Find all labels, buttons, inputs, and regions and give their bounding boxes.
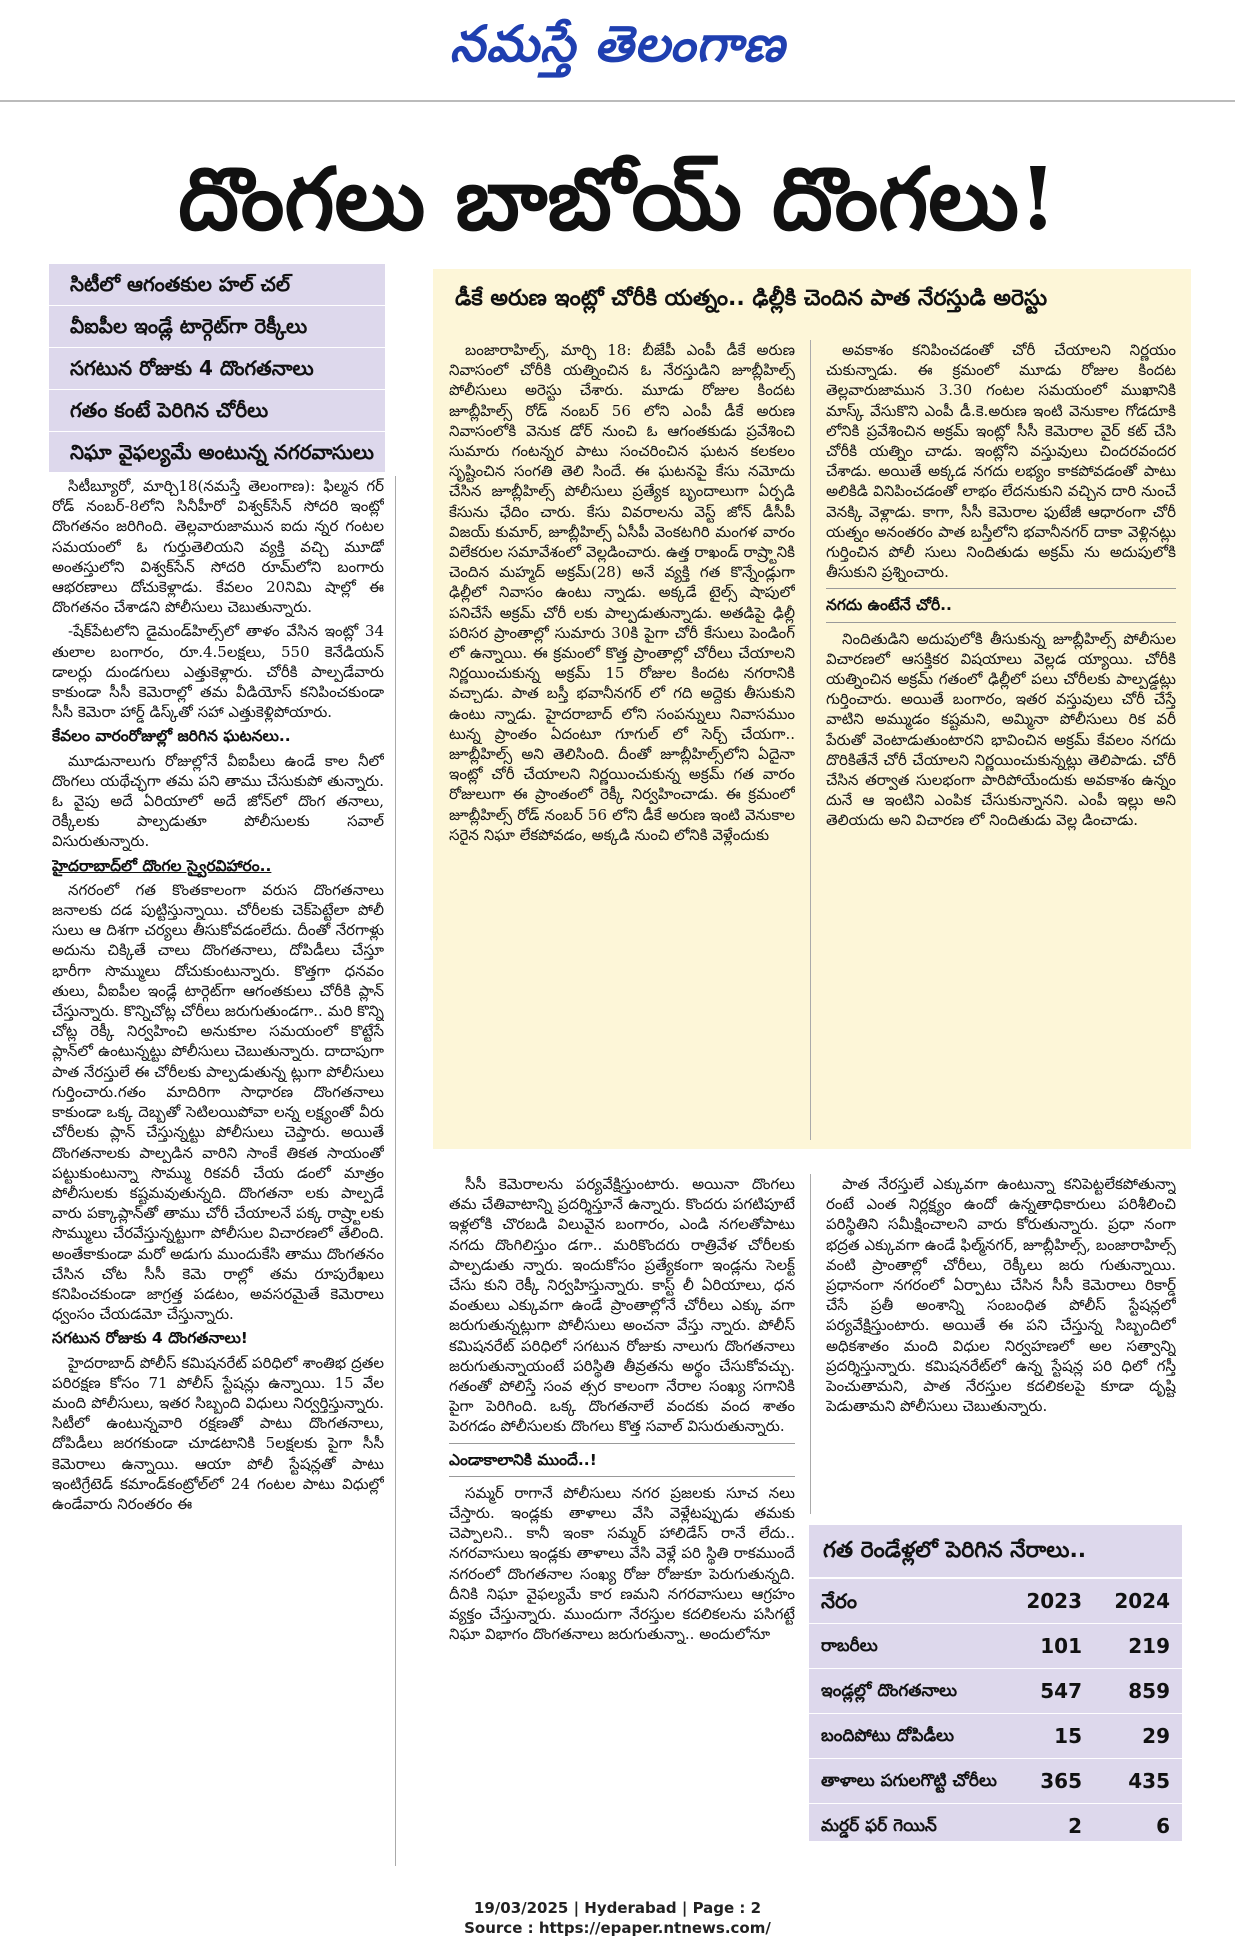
column-divider [395,476,396,1866]
highlight-item: నిఘా వైఫల్యమే అంటున్న నగరవాసులు [49,432,385,474]
table-row [809,1669,1182,1714]
table-cell-value: 29 [1142,1724,1170,1748]
source-link[interactable]: Source : https://epaper.ntnews.com/ [464,1919,771,1937]
paragraph: సీసీ కెమెరాలను పర్యవేక్షిస్తుంటారు. అయినా దొంగలు తమ చేతివాటాన్ని ప్రదర్శిస్తూనే ఉన్నారు. కొందరు పగటిపూటే ఇళ్లలోకి చొరబడి విలువైన బంగారం, ఎండి నగలతోపాటు నగదు దొంగిలిస్తుం డగా.. మరికొందరు రాత్రివేళ చోరీలకు పాల్పడుతు న్నారు. ఇందుకోసం ప్రత్యేకంగా ఇండ్లను సెలక్ట్ చేసు కుని రెక్కీ నిర్వహిస్తున్నారు. కాస్ట్ లీ ఏరియాలు, ధన వంతులు ఎక్కువగా ఉండే ప్రాంతాల్లోనే చోరీలు ఎక్కు వగా జరుగుతున్నట్లుగా పోలీసులు అంచనా వేస్తు న్నారు. పోలీస్ కమిషనరేట్ పరిధిలో సగటున రోజుకు నాలుగు దొంగతనాలు జరుగుతున్నాయంటే పరిస్థితి తీవ్రతను అర్థం చేసుకోవచ్చు. గతంతో పోలిస్తే సంవ త్సర కాలంగా నేరాల సంఖ్య సగానికి పైగా పెరిగింది. ఒక్క దొంగతనాలే వందకు వంద శాతం పెరగడం పోలీసులకు దొంగలు కొత్త సవాల్ విసురుతున్నారు. [449,1175,795,1436]
table-header-row [809,1579,1182,1624]
highlights-box [49,264,385,472]
sidebar-story-headline: డీకే అరుణ ఇంట్లో చోరీకి యత్నం.. ఢిల్లీకి చెందిన పాత నేరస్తుడి అరెస్టు [433,269,1191,329]
page-footer [0,1898,1235,1938]
column-divider [810,340,811,1140]
column-2 [449,340,795,1140]
highlight-item: సగటున రోజుకు 4 దొంగతనాలు [49,348,385,390]
table-cell-label: బందిపోటు దోపిడీలు [821,1726,954,1746]
table-header-year: 2024 [1114,1589,1170,1613]
table-cell-label: మర్డర్ ఫర్ గెయిన్ [821,1816,937,1836]
paragraph: సమ్మర్ రాగానే పోలీసులు నగర ప్రజలకు సూచ నలు చేస్తారు. ఇండ్లకు తాళాలు వేసి వెళ్లేటప్పుడు తమకు చెప్పాలని.. కానీ ఇంకా సమ్మర్ హాలిడేస్ రానే లేదు.. నగరవాసులు ఇండ్లకు తాళాలు వేసి వెళ్లే పరి స్థితి రాకముందే నగరంలో దొంగతనాల సంఖ్య రోజు రోజుకూ పెరుగుతున్నది. దీనికి నిఘా వైఫల్యమే కార ణమని నగరవాసులు ఆగ్రహం వ్యక్తం చేస్తున్నారు. ముందుగా నేరస్తుల కదలికలను పసిగట్టే నిఘా విభాగం దొంగతనాలు జరుగుతున్నా.. అందులోనూ [449,1483,795,1644]
highlight-item: వీఐపీల ఇండ్లే టార్గెట్‌గా రెక్కీలు [49,306,385,348]
table-cell-value: 547 [1040,1679,1082,1703]
crime-stats-table [809,1525,1182,1841]
table-row [809,1624,1182,1669]
highlight-item: సిటీలో ఆగంతకుల హల్ చల్ [49,264,385,306]
newspaper-logo: నమస్తే తెలంగాణ [449,14,786,73]
paragraph: నగరంలో గత కొంతకాలంగా వరుస దొంగతనాలు జనాలకు దడ పుట్టిస్తున్నాయి. చోరీలకు చెక్‌పెట్టేలా పోలీ సులు ఆ దిశగా చర్యలు తీసుకోవడంలేదు. దీంతో నేరగాళ్లు అదును చిక్కితే చాలు దొంగతనాలు, దోపిడీలు చేస్తూ భారీగా సొమ్ములు దోచుకుంటున్నారు. కొత్తగా ధనవం తులు, వీఐపీల ఇండ్లే టార్గెట్‌గా ఆగంతకులు చోరీకి ప్లాన్ చేస్తున్నారు. కొన్నిచోట్ల చోరీలు జరుగుతుండగా.. మరి కొన్ని చోట్ల రెక్కీ నిర్వహించి అనుకూల సమయంలో కొట్టేసే ప్లాన్‌లో ఉంటున్నట్టు పోలీసులు చెబుతున్నారు. దాదాపుగా పాత నేరస్తులే ఈ చోరీలకు పాల్పడుతున్న ట్లుగా పోలీసులు గుర్తించారు.గతం మాదిరిగా సాధారణ దొంగతనాలు కాకుండా ఒక్క దెబ్బతో సెటిలయిపోవా లన్న లక్ష్యంతో వీరు చోరీలకు ప్లాన్ చేస్తున్నట్టు పోలీసులు చెప్తారు. అయితే దొంగతనాలకు పాల్పడిన వారిని సాంకే తికత సాయంతో పట్టుకుంటున్నా సొమ్ము రికవరీ చేయ డంలో మాత్రం పోలీసులకు కష్టమవుతున్నది. దొంగతనా లకు పాల్పడే వారు పక్కాప్లాన్‌తో తాము చోరీ చేయాలనే పక్క రాష్ర్టాలకు సొమ్ములు చేరవేస్తున్నట్టుగా పోలీసుల విచారణలో తేలింది. అంతేకాకుండా మరో అడుగు ముందుకేసి తాము దొంగతనం చేసిన చోట సీసీ కెమె రాల్లో తమ రూపురేఖలు కనిపించకుండా జాగ్రత్త పడటం, అవసరమైతే కెమెరాలు ధ్వంసం చేయడమో చేస్తున్నారు. [52,880,384,1324]
subheading: కేవలం వారంరోజుల్లో జరిగిన ఘటనలు.. [52,727,291,746]
table-cell-value: 6 [1156,1814,1170,1838]
table-cell-label: ఇండ్లల్లో దొంగతనాలు [821,1681,958,1701]
table-cell-value: 219 [1128,1634,1170,1658]
paragraph: -షేక్‌పేటలోని డైమండ్‌హిల్స్‌లో తాళం వేసిన ఇంట్లో 34 తులాల బంగారం, రూ.4.5లక్షలు, 550 కెనేడియన్ డాలర్లు దుండగులు ఎత్తుకెళ్లారు. చోరీకి పాల్పడేవారు కాకుండా సీసీ కెమెరాల్లో తమ వీడియోస్ కనిపించకుండా సీసీ కెమెరా హార్డ్ డిస్క్‌తో సహా ఎత్తుకెళ్లిపోయారు. [52,622,384,722]
column-3 [826,340,1176,1140]
paragraph: అవకాశం కనిపించడంతో చోరీ చేయాలని నిర్ణయం చుకున్నాడు. ఈ క్రమంలో మూడు రోజుల కిందట తెల్లవారుజామున 3.30 గంటల సమయంలో ముఖానికి మాస్క్ వేసుకొని ఎంపీ డీ.కె.అరుణ ఇంటి వెనుకాల గోడదూకి లోనికి ప్రవేశించిన అక్రమ్ ఇంట్లో సీసీ కెమెరాల వైర్ కట్ చేసి చోరీకి యత్నిం చాడు. ఇంట్లోని వస్తువులు చిందరవందర చేశాడు. అయితే అక్కడ నగదు లభ్యం కాకపోవడంతో పాటు అలికిడి వినిపించడంతో లాభం లేదనుకుని వచ్చిన దారి నుంచే వెనక్కి వెళ్లాడు. కాగా, సీసీ కెమెరాల ఫుటేజీ ఆధారంగా చోరీ యత్నం అనంతరం పాత బస్తీలోని భవానీనగర్ దాకా వెళ్లినట్లు గుర్తించిన పోలీ సులు నిందితుడు అక్రమ్ ను అదుపులోకి తీసుకుని ప్రశ్నించారు. [826,341,1176,582]
paragraph: సిటీబ్యూరో, మార్చి18(నమస్తే తెలంగాణ): ఫిల్మన గర్ రోడ్ నంబర్-8లోని సినీహీరో విశ్వక్‌సేన్ సోదరి ఇంట్లో దొంగతనం జరిగింది. తెల్లవారుజామున ఐదు న్నర గంటల సమయంలో ఓ గుర్తుతెలియని వ్యక్తి వచ్చి మూడో అంతస్తులోని విశ్వక్‌సేన్ సోదరి రూమ్‌లోని బంగారు ఆభరణాలు దోచుకెళ్లాడు. కేవలం 20నిమి షాల్లో ఈ దొంగతనం చేశాడని పోలీసులు చెబుతున్నారు. [52,477,384,617]
subheading: హైదరాబాద్‌లో దొంగల స్వైరవిహారం.. [52,856,272,875]
table-title: గత రెండేళ్లలో పెరిగిన నేరాలు.. [809,1525,1182,1579]
subheading: నగదు ఉంటేనే చోరీ.. [826,588,1176,622]
column-divider [810,1174,811,1514]
table-row [809,1714,1182,1759]
table-cell-value: 435 [1128,1769,1170,1793]
subheading: సగటున రోజుకు 4 దొంగతనాలు! [52,1329,248,1348]
headline: దొంగలు బాబోయ్ దొంగలు! [178,149,1057,250]
paragraph: మూడునాలుగు రోజుల్లోనే వీఐపీలు ఉండే కాల నీలో దొంగలు యథేచ్ఛగా తమ పని తాము చేసుకుపో తున్నారు. ఓ వైపు అదే ఏరియాలో అదే జోన్‌లో దొంగ తనాలు, రెక్కీలకు పాల్పడుతూ పోలీసులకు సవాల్ విసురుతున్నారు. [52,751,384,851]
paragraph: పాత నేరస్తులే ఎక్కువగా ఉంటున్నా కనిపెట్టలేకపోతున్నా రంటే ఎంత నిర్లక్ష్యం ఉందో ఉన్నతాధికారులు పరిశీలించి పరిస్థితిని సమీక్షించాలని వారు కోరుతున్నారు. ప్రధా నంగా భద్రత ఎక్కువగా ఉండే ఫిల్మ్‌నగర్, జూబ్లీహిల్స్, బంజారాహిల్స్ వంటి ప్రాంతాల్లో చోరీలు, రెక్కీలు జరు గుతున్నాయి. ప్రధానంగా నగరంలో ఏర్పాటు చేసిన సీసీ కెమెరాలు రికార్డ్ చేసే ప్రతీ అంశాన్ని సంబంధిత పోలీస్ స్టేషన్లలో పర్యవేక్షిస్తుంటారు. అయితే ఈ పని చేస్తున్న సిబ్బందిలో అధికశాతం మంది విధుల నిర్వహణలో అల సత్వాన్ని ప్రదర్శిస్తున్నారు. కమిషనరేట్‌లో ఉన్న స్టేషన్ల పరి ధిలో గస్తీ పెంచుతామని, పాత నేరస్తుల కదలికలపై కూడా దృష్టి పెడుతామని పోలీసులు చెబుతున్నారు. [826,1175,1176,1416]
table-cell-value: 365 [1040,1769,1082,1793]
paragraph: బంజారాహిల్స్, మార్చి 18: బీజేపీ ఎంపీ డీకే అరుణ నివాసంలో చోరీకి యత్నించిన ఓ నేరస్తుడిని జూబ్లీహిల్స్ పోలీసులు అరెస్టు చేశారు. మూడు రోజుల కిందట జూబ్లీహిల్స్ రోడ్ నంబర్ 56 లోని ఎంపీ డీకే అరుణ నివాసంలోకి వెనుక డోర్ నుంచి ఓ ఆగంతకుడు ప్రవేశించి సుమారు గంటన్నర పాటు సంచరించిన ఘటన కలకలం సృష్టించిన సంగతి తెలి సిందే. ఈ ఘటనపై కేసు నమోదు చేసిన జూబ్లీహిల్స్ పోలీసులు ప్రత్యేక బృందాలుగా ఏర్పడి కేసును ఛేదిం చారు. కేసు వివరాలను వెస్ట్ జోన్ డీసీపీ విజయ్ కుమార్, జూబ్లీహిల్స్ ఏసీపీ వెంకటగిరి మంగళ వారం విలేకరుల సమావేశంలో వెల్లడించారు. ఉత్త రాఖండ్ రాష్ర్టానికి చెందిన మహ్మద్ అక్రమ్(28) అనే వ్యక్తి గత కొన్నేండ్లుగా ఢిల్లీలో నివాసం ఉంటు న్నాడు. అక్కడే టైల్స్ షాపులో పనిచేసే అక్రమ్ చోరీ లకు పాల్పడుతున్నాడు. అతడిపై ఢిల్లీ పరిసర ప్రాంతాల్లో సుమారు 30కి పైగా చోరీ కేసులు పెండింగ్ లో ఉన్నాయి. ఈ క్రమంలో కొత్త ప్రాంతాల్లో చోరీలు చేయాలని నిర్ణయించుకున్న అక్రమ్ 15 రోజుల కిందట నగరానికి వచ్చాడు. పాత బస్తీ భవానీనగర్ లో గది అద్దెకు తీసుకుని ఉంటు న్నాడు. హైదరాబాద్ లోని సంపన్నులు నివాసముం టున్న ప్రాంతం ఏదంటూ గూగుల్ లో సెర్చ్ చేయగా.. జూబ్లీహిల్స్ అని తెలిసింది. దీంతో జూబ్లీహిల్స్‌లోని ఏదైనా ఇంట్లో చోరీ చేయాలని నిర్ణయించుకున్న అక్రమ్ గత వారం రోజులుగా ఈ ప్రాంతంలో రెక్కీ నిర్వహించాడు. ఈ క్రమంలో జూబ్లీహిల్స్ రోడ్ నంబర్ 56 లోని డీకే అరుణ ఇంటి వెనుకాల సరైన నిఘా లేకపోవడం, అక్కడి నుంచి లోనికి వెళ్లేందుకు [449,341,795,844]
table-cell-value: 101 [1040,1634,1082,1658]
column-5 [826,1174,1176,1514]
paragraph: నిందితుడిని అదుపులోకి తీసుకున్న జూబ్లీహిల్స్ పోలీసుల విచారణలో ఆసక్తికర విషయాలు వెల్లడ య్యాయి. చోరీకి యత్నించిన అక్రమ్ గతంలో ఢిల్లీలో పలు చోరీలకు పాల్పడ్డట్లు గుర్తించారు. అయితే బంగారం, ఇతర వస్తువులు చోరీ చేస్తే వాటిని అమ్ముడం కష్టమని, అమ్మినా పోలీసులు రిక వరీ పేరుతో వెంటాడుతుంటారని భావించిన అక్రమ్ కేవలం నగదు దొరికితేనే చోరీ చేయాలని నిర్ణయించుకున్నట్లు తెలిపాడు. చోరీ చేసిన తర్వాత సులభంగా పారిపోయేందుకు అవకాశం ఉన్నం దునే ఆ ఇంటిని ఎంపిక చేసుకున్నానని. ఎంపీ ఇల్లు అని తెలియదు అని విచారణ లో నిందితుడు వెల్ల డించాడు. [826,629,1176,830]
table-cell-label: రాబరీలు [821,1636,878,1656]
highlight-item: గతం కంటే పెరిగిన చోరీలు [49,390,385,432]
paragraph: హైదరాబాద్ పోలీస్ కమిషనరేట్ పరిధిలో శాంతిభ ద్రతల పరిరక్షణ కోసం 71 పోలీస్ స్టేషన్లు ఉన్నాయి. 15 వేల మంది పోలీసులు, ఇతర సిబ్బంది విధులు నిర్వర్తిస్తున్నారు. సిటీలో ఉంటున్నవారి రక్షణతో పాటు దొంగతనాలు, దోపిడీలు జరగకుండా చూడటానికి 5లక్షలకు పైగా సీసీ కెమెరాలు ఉన్నాయి. ఆయా పోలీ స్టేషన్లతో పాటు ఇంటిగ్రేటెడ్ కమాండ్‌కంట్రోల్‌లో 24 గంటల పాటు విధుల్లో ఉండేవారు నిరంతరం ఈ [52,1353,384,1513]
edition-info: 19/03/2025 | Hyderabad | Page : 2 [473,1899,762,1917]
masthead [0,0,1235,96]
column-4 [449,1174,795,1854]
table-row [809,1804,1182,1849]
table-cell-value: 2 [1068,1814,1082,1838]
table-header-label: నేరం [821,1589,858,1613]
subheading: ఎండాకాలానికి ముందే..! [449,1443,795,1477]
column-1 [52,476,384,1876]
masthead-divider [0,100,1235,102]
table-cell-value: 859 [1128,1679,1170,1703]
table-cell-label: తాళాలు పగులగొట్టి చోరీలు [821,1771,997,1791]
table-header-year: 2023 [1026,1589,1082,1613]
table-cell-value: 15 [1054,1724,1082,1748]
table-row [809,1759,1182,1804]
